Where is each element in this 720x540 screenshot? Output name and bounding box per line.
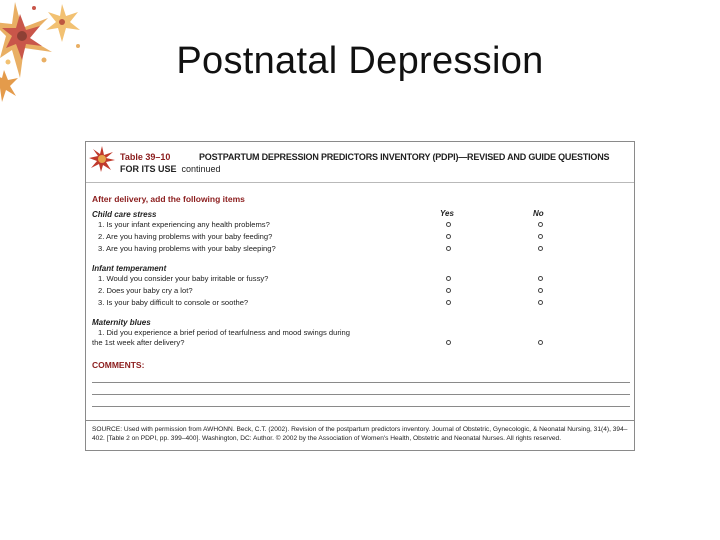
- source-divider: [86, 420, 634, 421]
- category-maternity-blues: Maternity blues: [92, 318, 151, 327]
- slide-title: Postnatal Depression: [176, 40, 544, 82]
- yes-radio[interactable]: [446, 222, 451, 227]
- no-radio[interactable]: [538, 300, 543, 305]
- table-title-continued: [120, 164, 221, 174]
- table-title-for-its-use: FOR ITS USE: [120, 164, 177, 174]
- yes-column-header: Yes: [440, 209, 454, 218]
- question-blues-1-cont: the 1st week after delivery?: [92, 338, 185, 347]
- question-child-care-1: 1. Is your infant experiencing any health problems?: [98, 220, 270, 229]
- question-blues-1: 1. Did you experience a brief period of tearfulness and mood swings during: [98, 328, 351, 337]
- section-heading: After delivery, add the following items: [92, 194, 245, 204]
- yes-radio[interactable]: [446, 276, 451, 281]
- comment-line[interactable]: [92, 394, 630, 395]
- source-citation: SOURCE: Used with permission from AWHONN. Beck, C.T. (2002). Revision of the postpartum predictors inventory. Journal of Obstetric, Gynecologic, & Neonatal Nursing, 31(4), 394–402. [Table 2 on PDPI, pp. 399–400]. Washington, DC: Author. © 2002 by the Association of Women's Health, Obstetric and Neonatal Nurses. All rights reserved.: [92, 426, 628, 442]
- no-radio[interactable]: [538, 222, 543, 227]
- no-radio[interactable]: [538, 234, 543, 239]
- category-infant-temperament: Infant temperament: [92, 264, 167, 273]
- comment-line[interactable]: [92, 382, 630, 383]
- comments-label: COMMENTS:: [92, 360, 145, 370]
- yes-radio[interactable]: [446, 288, 451, 293]
- yes-radio[interactable]: [446, 300, 451, 305]
- star-table-icon: [89, 146, 115, 172]
- category-child-care-stress: Child care stress: [92, 210, 157, 219]
- yes-radio[interactable]: [446, 246, 451, 251]
- yes-radio[interactable]: [446, 234, 451, 239]
- no-radio[interactable]: [538, 340, 543, 345]
- no-column-header: No: [533, 209, 544, 218]
- no-radio[interactable]: [538, 288, 543, 293]
- pdpi-table: [85, 141, 635, 451]
- no-radio[interactable]: [538, 276, 543, 281]
- question-child-care-2: 2. Are you having problems with your baby feeding?: [98, 232, 273, 241]
- question-temperament-2: 2. Does your baby cry a lot?: [98, 286, 193, 295]
- yes-radio[interactable]: [446, 340, 451, 345]
- question-temperament-3: 3. Is your baby difficult to console or soothe?: [98, 298, 249, 307]
- table-number: Table 39–10: [120, 152, 171, 162]
- table-title: POSTPARTUM DEPRESSION PREDICTORS INVENTORY (PDPI)—REVISED AND GUIDE QUESTIONS: [199, 152, 610, 162]
- question-child-care-3: 3. Are you having problems with your baby sleeping?: [98, 244, 276, 253]
- table-continued-label: continued: [181, 164, 221, 174]
- comment-line[interactable]: [92, 406, 630, 407]
- question-temperament-1: 1. Would you consider your baby irritable or fussy?: [98, 274, 269, 283]
- no-radio[interactable]: [538, 246, 543, 251]
- table-header: [86, 142, 634, 183]
